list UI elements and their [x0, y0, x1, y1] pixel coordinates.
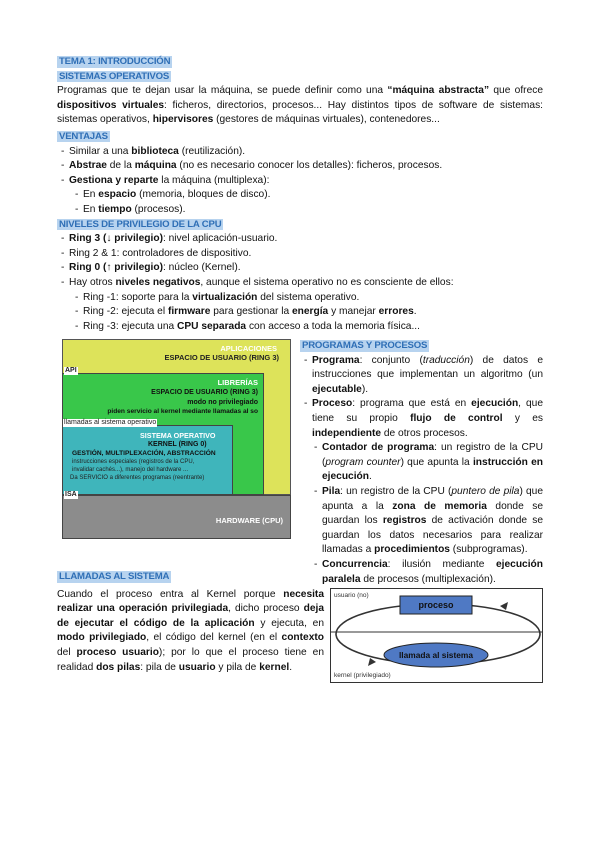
list-item: - Ring 0 (↑ privilegio): núcleo (Kernel). — [57, 261, 543, 276]
niveles-heading: NIVELES DE PRIVILEGIO DE LA CPU — [59, 218, 222, 230]
hardware-label: HARDWARE (CPU) — [215, 516, 283, 525]
list-item: - Ring -3: ejecuta una CPU separada con acceso a toda la memoria física... — [57, 320, 543, 335]
list-item: - En espacio (memoria, bloques de disco). — [57, 188, 543, 203]
so-line2: instrucciones especiales (registros de la CPU, — [72, 459, 195, 465]
ventajas-list — [57, 145, 543, 189]
list-item: - Hay otros niveles negativos, aunque el sistema operativo no es consciente de ellos: — [57, 276, 543, 291]
llamadas-paragraph: Cuando el proceso entra al Kernel porque necesita realizar una operación privilegiada, dicho proceso deja de ejecutar el código de la aplicación y ejecuta, en modo privilegiado, el código del kernel (en el contexto del proceso usuario); por lo que el proceso tiene en realidad dos pilas: pila de usuario y pila de kernel. — [57, 588, 324, 673]
so-line3: invalidar cachés...), manejo del hardware ... — [72, 467, 189, 473]
librerias-line2: modo no privilegiado — [187, 399, 258, 406]
document-page — [57, 55, 543, 334]
so-label: SISTEMA OPERATIVO — [140, 431, 216, 440]
espacio-usuario-label: ESPACIO DE USUARIO (RING 3) — [164, 353, 279, 362]
programas-section — [300, 339, 543, 587]
llamadas-section — [57, 571, 324, 675]
programas-list — [300, 354, 543, 442]
list-item: - Proceso: programa que está en ejecución, que tiene su propio flujo de control y es independiente de otros procesos. — [300, 397, 543, 441]
llamadas-label: llamadas al sistema operativo — [64, 419, 157, 426]
so-line4: Da SERVICIO a diferentes programas (reentrante) — [70, 475, 205, 481]
kernel-label: KERNEL (RING 0) — [148, 441, 207, 448]
usuario-label: usuario (no) — [334, 592, 369, 599]
page-title: TEMA 1: INTRODUCCIÓN — [59, 56, 171, 67]
list-item: - En tiempo (procesos). — [57, 203, 543, 218]
intro-paragraph: Programas que te dejan usar la máquina, se puede definir como una “máquina abstracta” que ofrece dispositivos virtuales: ficheros, directorios, procesos... Hay distintos tipos de software de sistemas: sistemas operativos, hipervisores (gestores de máquinas virtuales), contenedores... — [57, 85, 543, 126]
section-heading: SISTEMAS OPERATIVOS — [59, 70, 170, 82]
librerias-line1: ESPACIO DE USUARIO (RING 3) — [151, 389, 258, 396]
proceso-label: proceso — [418, 600, 454, 610]
list-item: - Programa: conjunto (traducción) de datos e instrucciones que implementan un algoritmo (un ejecutable). — [300, 354, 543, 398]
ventajas-heading: VENTAJAS — [59, 130, 108, 142]
llamada-label: llamada al sistema — [398, 650, 474, 660]
list-item: - Abstrae de la máquina (no es necesario conocer los detalles): ficheros, procesos. — [57, 159, 543, 174]
list-item: - Contador de programa: un registro de la CPU (program counter) que apunta la instrucción en ejecución. — [300, 441, 543, 485]
list-item: - Ring 3 (↓ privilegio): nivel aplicación-usuario. — [57, 232, 543, 247]
so-line1: GESTIÓN, MULTIPLEXACIÓN, ABSTRACCIÓN — [72, 450, 216, 457]
proceso-sublist — [300, 441, 543, 587]
librerias-line3: piden servicio al kernel mediante llamadas al so — [107, 408, 258, 415]
list-item: - Similar a una biblioteca (reutilización). — [57, 145, 543, 160]
list-item: - Ring -1: soporte para la virtualización del sistema operativo. — [57, 291, 543, 306]
list-item: - Ring 2 & 1: controladores de dispositivo. — [57, 247, 543, 262]
list-item: - Ring -2: ejecuta el firmware para gestionar la energía y manejar errores. — [57, 305, 543, 320]
isa-label: ISA — [65, 491, 77, 498]
niveles-sublist — [57, 291, 543, 335]
llamadas-heading: LLAMADAS AL SISTEMA — [59, 571, 170, 582]
aplicaciones-label: APLICACIONES — [220, 344, 277, 353]
programas-heading: PROGRAMAS Y PROCESOS — [302, 340, 428, 351]
list-item: - Gestiona y reparte la máquina (multiplexa): — [57, 174, 543, 189]
kernel-privilegiado-label: kernel (privilegiado) — [334, 672, 391, 679]
privilege-ring-diagram — [62, 339, 291, 539]
niveles-list — [57, 232, 543, 290]
api-label: API — [65, 367, 77, 374]
list-item: - Pila: un registro de la CPU (puntero de pila) que apunta a la zona de memoria donde se guardan los registros de activación donde se guardan los datos necesarios para realizar llamadas a procedimientos (subprogramas). — [300, 485, 543, 558]
ventajas-sublist — [57, 188, 543, 217]
librerias-label: LIBRERÍAS — [217, 378, 258, 387]
syscall-diagram — [330, 588, 543, 683]
list-item: - Concurrencia: ilusión mediante ejecución paralela de procesos (multiplexación). — [300, 558, 543, 587]
